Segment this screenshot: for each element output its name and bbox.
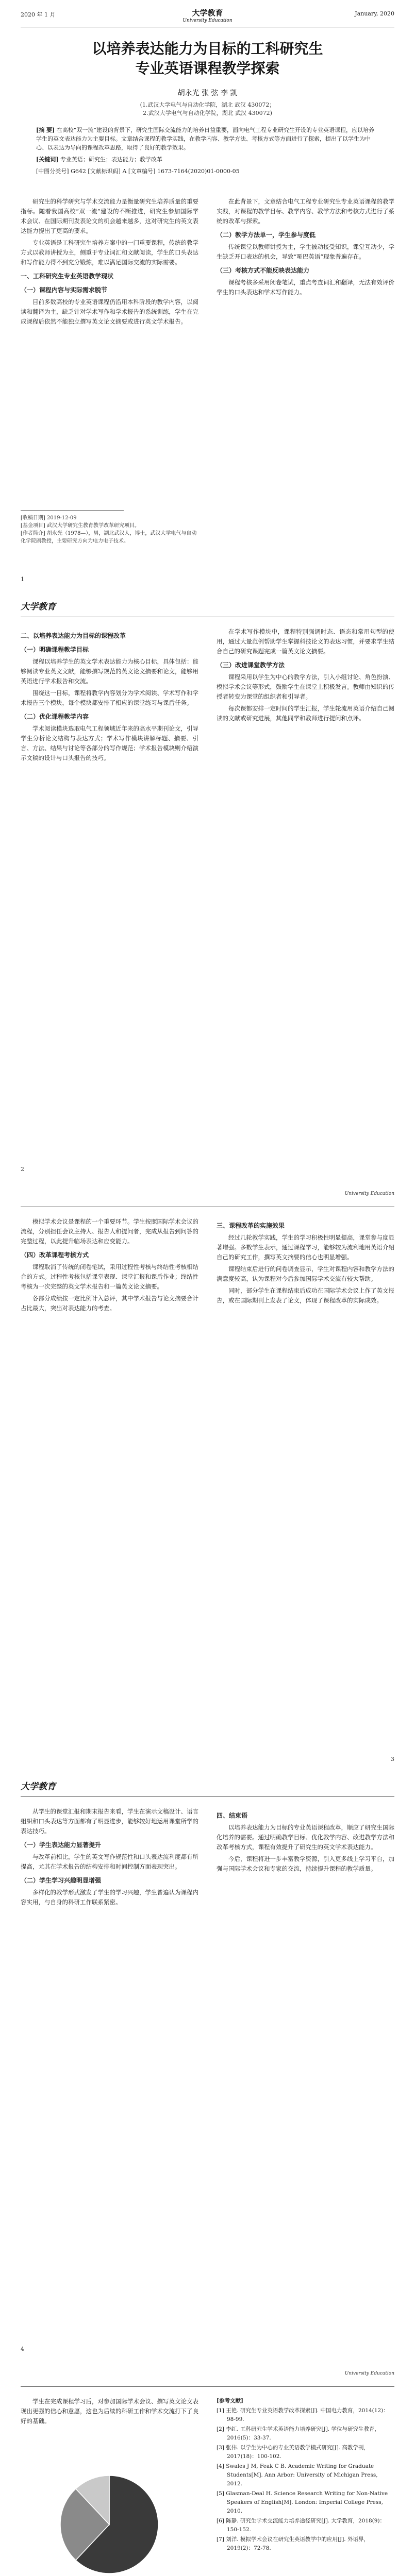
journal-logo-en: University Education — [344, 2371, 394, 2376]
title-line-1: 以培养表达能力为目标的工科研究生 — [92, 40, 323, 57]
paragraph: 课程取消了传统的闭卷笔试，采用过程性考核与终结性考核相结合的方式。过程性考核包括课堂表现、课堂汇报和课后作业；终结性考核为一次完整的英文学术报告和一篇英文论文摘要。 — [21, 1263, 198, 1290]
affiliation-1: (1.武汉大学电气与自动化学院，湖北 武汉 430072； — [140, 101, 275, 108]
page2-right-column — [217, 627, 394, 725]
keywords-label: [关键词] — [36, 156, 59, 163]
keywords — [36, 155, 379, 164]
paragraph: 在学术写作模块中，课程特别强调时态、语态和常用句型的使用，通过大量范例帮助学生掌握科技论文的表达习惯，并要求学生结合自己的研究课题完成一篇英文论文摘要。 — [217, 628, 394, 655]
paragraph: 同时，部分学生在课程结束后成功在国际学术会议上作了英文报告，或在国际期刊上发表了论文，体现了课程改革的实际成效。 — [217, 1287, 394, 1304]
authors: 胡永光 张 弦 李 凯 — [177, 89, 238, 97]
subsection-heading: （四）改革课程考核方式 — [21, 1251, 89, 1259]
paragraph: 课程以培养学生的英文学术表达能力为核心目标，具体包括：能够阅读专业英文文献，能够撰写规范的英文论文摘要和论文，能够用英语进行学术报告和交流。 — [21, 658, 198, 685]
page4-left-column — [21, 1807, 198, 1909]
paragraph: 各部分成绩按一定比例计入总评，其中学术报告与论文摘要合计占比最大，突出对表达能力的考查。 — [21, 1295, 198, 1312]
paragraph: 每次课都安排一定时间的学生汇报，学生轮流用英语介绍自己阅读的文献或研究进展，其他同学和教师进行提问和点评。 — [217, 705, 394, 722]
paragraph: 学术阅读模块选取电气工程领域近年来的高水平期刊论文，引导学生分析论文结构与表达方式；学术写作模块讲解标题、摘要、引言、方法、结果与讨论等各部分的写作规范；学术报告模块则介绍演示文稿的设计与口头报告的技巧。 — [21, 725, 198, 761]
paragraph: 课程考核多采用闭卷笔试，重点考查词汇和翻译，无法有效评价学生的口头表达和学术写作能力。 — [217, 279, 394, 296]
footnote-funding: [基金项目] 武汉大学研究生教育教学改革研究项目。 — [21, 523, 140, 529]
journal-header — [0, 7, 415, 23]
page-4 — [0, 1770, 415, 2360]
paragraph: 模拟学术会议是课程的一个重要环节。学生按照国际学术会议的流程，分别担任会议主持人、报告人和提问者，完成从报告到问答的完整过程，以此提升临场表达和应变能力。 — [21, 1218, 198, 1245]
abstract-label: [摘 要] — [36, 127, 55, 133]
issue-date-en: January, 2020 — [355, 10, 394, 17]
page2-left-column — [21, 627, 198, 765]
journal-name-en: University Education — [182, 18, 233, 23]
reference-item: [5] Glasman-Deal H. Science Research Writing for Non-Native Speakers of English[M]. London: Imperial College Press, 2010. — [217, 2490, 388, 2514]
paragraph: 以培养表达能力为目标的专业英语课程改革，顺应了研究生国际化培养的需要。通过明确教学目标、优化教学内容、改进教学方法和改革考核方式，课程有效提升了研究生的英文学术表达能力。 — [217, 1824, 394, 1851]
paragraph: 经过几轮教学实践，学生的学习积极性明显提高，课堂参与度显著增强。多数学生表示，通过课程学习，能够较为流利地用英语介绍自己的研究工作，撰写英文摘要的信心也明显增强。 — [217, 1234, 394, 1261]
section-heading: 四、结束语 — [217, 1812, 248, 1819]
footnotes — [21, 514, 198, 545]
page5-left-column — [21, 2397, 198, 2428]
reference-item: [4] Swales J M, Feak C B. Academic Writing for Graduate Students[M]. Ann Arbor: University of Michigan Press, 2012. — [217, 2463, 378, 2487]
subsection-heading: （一）课程内容与实际需求脱节 — [21, 286, 108, 294]
journal-logo: 大学教育 — [21, 1782, 56, 1792]
page-1 — [0, 0, 415, 590]
page1-left-column — [21, 197, 198, 329]
pie-chart — [21, 2463, 198, 2576]
page-5 — [0, 2360, 415, 2576]
reference-item: [7] 刘洋. 模拟学术会议在研究生英语教学中的应用[J]. 外语界，2019(2)：72-78. — [217, 2536, 369, 2551]
footnote-author: [作者简介] 胡永光（1978—），男，湖北武汉人，博士，武汉大学电气与自动化学院副教授，主要研究方向为电力电子技术。 — [21, 531, 197, 544]
article-title — [31, 39, 384, 78]
footnote-rule — [21, 510, 124, 511]
page-number: 2 — [21, 1166, 24, 1173]
references — [217, 2397, 394, 2554]
paragraph: 研究生的科学研究与学术交流能力是衡量研究生培养质量的重要指标。随着我国高校“双一流”建设的不断推进，研究生参加国际学术会议、在国际期刊发表论文的机会越来越多，这对研究生的英文表达能力提出了更高的要求。 — [21, 198, 198, 234]
page-2 — [0, 590, 415, 1180]
header-rule — [21, 2386, 394, 2387]
page3-right-column — [217, 1217, 394, 1308]
paragraph: 与改革前相比，学生的英文写作规范性和口头表达流利度都有所提高，尤其在学术报告的结构安排和时间控制方面表现突出。 — [21, 1853, 198, 1870]
reference-item: [2] 李红. 工科研究生学术英语能力培养研究[J]. 学位与研究生教育，2016(5)：33-37. — [217, 2426, 380, 2441]
paragraph: 围绕这一目标，课程将教学内容划分为学术阅读、学术写作和学术报告三个模块，每个模块都安排了相应的课堂练习与课后任务。 — [21, 689, 198, 706]
subsection-heading: （三）改进课堂教学方法 — [217, 662, 285, 669]
abstract — [36, 126, 379, 152]
paragraph: 专业英语是工科研究生培养方案中的一门重要课程，传统的教学方式以教师讲授为主，侧重于专业词汇和文献阅读，学生的口头表达和写作能力得不到充分锻炼，难以满足国际交流的实际需要。 — [21, 239, 198, 266]
page1-right-column — [217, 197, 394, 299]
paragraph: 今后，课程将进一步丰富教学资源，引入更多线上学习平台，加强与国际学术会议和专家的交流，持续提升课程的教学质量。 — [217, 1855, 394, 1872]
paragraph: 在此背景下，文章结合电气工程专业研究生专业英语课程的教学实践，对课程的教学目标、教学内容、教学方法和考核方式进行了系统的改革与探索。 — [217, 198, 394, 225]
page3-left-column — [21, 1217, 198, 1315]
paragraph: 课程采用以学生为中心的教学方法，引入小组讨论、角色扮演、模拟学术会议等形式，鼓励学生在课堂上积极发言。教师由知识的传授者转变为课堂的组织者和引导者。 — [217, 673, 394, 700]
subsection-heading: （一）学生表达能力显著提升 — [21, 1841, 102, 1849]
page-number: 3 — [391, 1756, 394, 1762]
page4-right-column — [217, 1807, 394, 1876]
references-title: [参考文献] — [217, 2398, 243, 2404]
section-heading: 一、工科研究生专业英语教学现状 — [21, 273, 114, 280]
classification: [中图分类号] G642 [文献标识码] A [文章编号] 1673-7164(2020)01-0000-05 — [36, 168, 240, 175]
issue-date: 2020 年 1 月 — [21, 11, 56, 18]
subsection-heading: （二）优化课程教学内容 — [21, 713, 89, 720]
subsection-heading: （二）学生学习兴趣明显增强 — [21, 1877, 102, 1884]
keywords-text: 专业英语；研究生；表达能力；教学改革 — [60, 156, 162, 163]
affiliation-2: 2.武汉大学电气与自动化学院，湖北 武汉 430072) — [143, 110, 272, 116]
paragraph: 多样化的教学形式激发了学生的学习兴趣，学生普遍认为课程内容实用，与自身的科研工作联系紧密。 — [21, 1889, 198, 1906]
reference-item: [1] 王艳. 研究生专业英语教学改革探索[J]. 中国电力教育，2014(12)：98-99. — [217, 2408, 389, 2422]
paragraph: 课程结束后进行的问卷调查显示，学生对课程内容和教学方法的满意度较高，认为课程对今后参加国际学术交流有较大帮助。 — [217, 1265, 394, 1282]
title-line-2: 专业英语课程教学探索 — [135, 60, 280, 77]
page-3 — [0, 1180, 415, 1770]
paragraph: 学生在完成课程学习后，对参加国际学术会议、撰写英文论文表现出更强的信心和意愿，这也为后续的科研工作和学术交流打下了良好的基础。 — [21, 2398, 198, 2425]
section-heading: 二、以培养表达能力为目标的课程改革 — [21, 632, 126, 639]
pie-slices — [60, 2476, 158, 2573]
paragraph: 从学生的课堂汇报和期末报告来看，学生在演示文稿设计、语言组织和口头表达等方面都有了明显进步，能够较好地运用课堂所学的表达技巧。 — [21, 1808, 198, 1835]
abstract-block — [36, 126, 379, 176]
affiliations — [0, 101, 415, 117]
reference-item: [6] 陈静. 研究生学术交流能力培养途径研究[J]. 大学教育，2018(9)：150-152. — [217, 2518, 386, 2533]
page-number: 4 — [21, 2346, 24, 2352]
footnote-received: [收稿日期] 2019-12-09 — [21, 515, 77, 521]
paragraph: 传统课堂以教师讲授为主，学生被动接受知识，课堂互动少，学生缺乏开口表达的机会，导致“哑巴英语”现象普遍存在。 — [217, 243, 394, 260]
journal-name: 大学教育 — [192, 8, 223, 18]
page-number: 1 — [21, 576, 24, 583]
paragraph: 目前多数高校的专业英语课程仍沿用本科阶段的教学内容，以阅读和翻译为主，缺乏针对学术写作和学术报告的系统训练，学生在完成课程后依然不能独立撰写英文论文摘要或进行英文学术报告。 — [21, 298, 198, 325]
subsection-heading: （三）考核方式不能反映表达能力 — [217, 267, 310, 274]
subsection-heading: （二）教学方法单一，学生参与度低 — [217, 231, 316, 239]
reference-item: [3] 张伟. 以学生为中心的专业英语教学模式研究[J]. 高教学刊，2017(18)：100-102. — [217, 2445, 369, 2460]
journal-logo: 大学教育 — [21, 602, 56, 612]
section-heading: 三、课程改革的实施效果 — [217, 1222, 285, 1229]
journal-logo-en: University Education — [344, 1191, 394, 1196]
subsection-heading: （一）明确课程教学目标 — [21, 646, 89, 653]
abstract-text: 在高校“双一流”建设的背景下，研究生国际交流能力的培养日益重要，面向电气工程专业研究生开设的专业英语课程，应以培养学生的英文表达能力为主要目标。文章结合课程的教学实践，在教学内容、教学方法、考核方式等方面进行了探索，提出了以学生为中心、以表达为导向的课程改革思路，取得了良好的教学效果。 — [36, 127, 374, 151]
